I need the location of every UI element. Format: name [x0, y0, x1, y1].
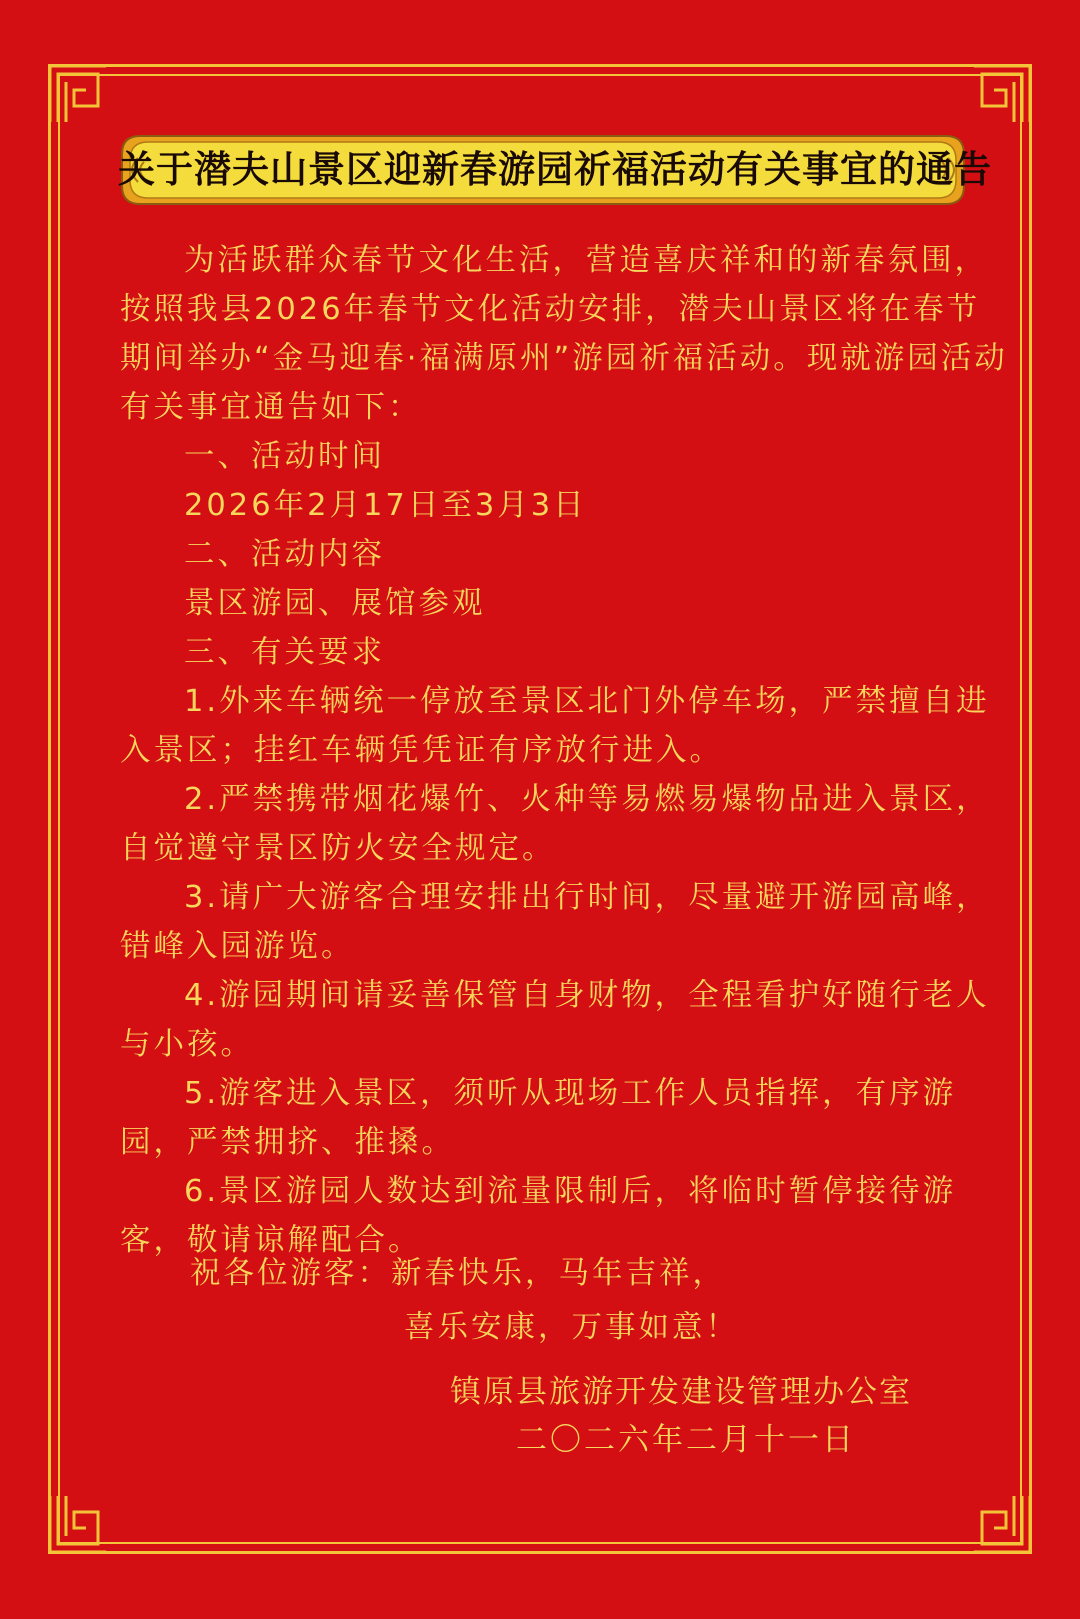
requirement-item: 1.外来车辆统一停放至景区北门外停车场，严禁擅自进入景区；挂红车辆凭凭证有序放行进入。 [120, 684, 990, 768]
section-content: 景区游园、展馆参观 [184, 586, 486, 621]
corner-ornament-icon [970, 62, 1034, 126]
corner-ornament-icon [46, 62, 110, 126]
requirement-item: 3.请广大游客合理安排出行时间，尽量避开游园高峰，错峰入园游览。 [120, 880, 990, 964]
corner-ornament-icon [46, 1492, 110, 1556]
intro-paragraph: 为活跃群众春节文化生活，营造喜庆祥和的新春氛围，按照我县2026年春节文化活动安排，潜夫山景区将在春节期间举办“金马迎春·福满原州”游园祈福活动。现就游园活动有关事宜通告如下： [120, 243, 1008, 425]
section-heading: 一、活动时间 [184, 439, 385, 474]
page-title: 关于潜夫山景区迎新春游园祈福活动有关事宜的通告 [118, 148, 992, 191]
blessing-line: 喜乐安康，万事如意！ [404, 1310, 739, 1345]
title-banner [118, 132, 992, 208]
section-heading: 二、活动内容 [184, 537, 385, 572]
blessing-line: 祝各位游客：新春快乐，马年吉祥， [190, 1256, 726, 1291]
signature-date: 二〇二六年二月十一日 [516, 1422, 856, 1458]
notice-body [120, 236, 1010, 1265]
corner-ornament-icon [970, 1492, 1034, 1556]
signature-organization: 镇原县旅游开发建设管理办公室 [450, 1374, 912, 1410]
requirement-item: 2.严禁携带烟花爆竹、火种等易燃易爆物品进入景区，自觉遵守景区防火安全规定。 [120, 782, 990, 866]
section-content: 2026年2月17日至3月3日 [184, 488, 587, 523]
requirement-item: 5.游客进入景区，须听从现场工作人员指挥，有序游园，严禁拥挤、推搡。 [120, 1076, 957, 1160]
requirement-item: 6.景区游园人数达到流量限制后，将临时暂停接待游客，敬请谅解配合。 [120, 1174, 957, 1258]
section-heading: 三、有关要求 [184, 635, 385, 670]
requirement-item: 4.游园期间请妥善保管自身财物，全程看护好随行老人与小孩。 [120, 978, 990, 1062]
